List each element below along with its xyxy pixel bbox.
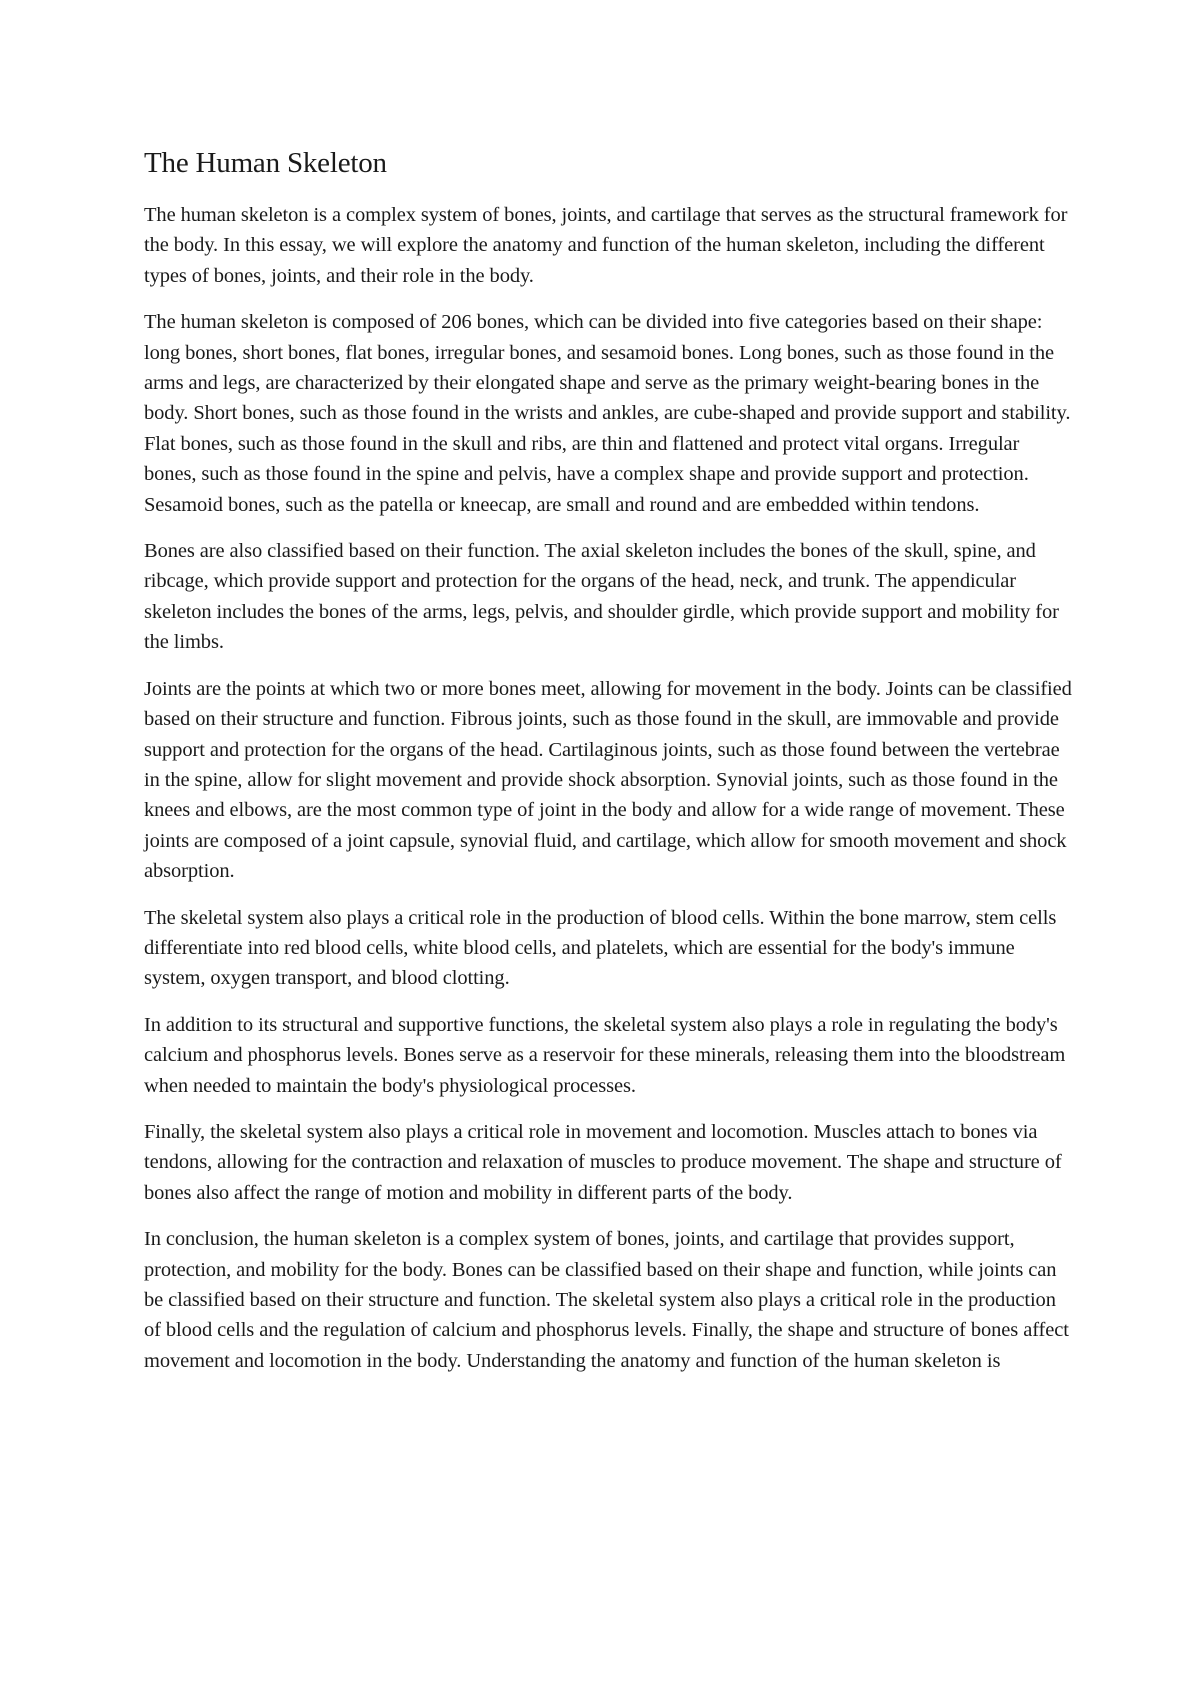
paragraph-blood-cells: The skeletal system also plays a critical role in the production of blood cells. Within the bone marrow, stem cells differentiate into red blood cells, white blood cells, and platelets, which are essential for the body's immune system, oxygen transport, and blood clotting. bbox=[144, 906, 1057, 990]
paragraph-bone-shapes: The human skeleton is composed of 206 bones, which can be divided into five categories based on their shape: long bones, short bones, flat bones, irregular bones, and sesamoid bones. Long bones, such as those found in the arms and legs, are characterized by their elongated shape and serve as the primary weight-bearing bones in the body. Short bones, such as those found in the wrists and ankles, are cube-shaped and provide support and stability. Flat bones, such as those found in the skull and ribs, are thin and flattened and protect vital organs. Irregular bones, such as those found in the spine and pelvis, have a complex shape and provide support and protection. Sesamoid bones, such as the patella or kneecap, are small and round and are embedded within tendons. bbox=[144, 311, 1071, 516]
paragraph-joints: Joints are the points at which two or more bones meet, allowing for movement in the body. Joints can be classified based on their structure and function. Fibrous joints, such as those found in the skull, are immovable and provide support and protection for the organs of the head. Cartilaginous joints, such as those found between the vertebrae in the spine, allow for slight movement and provide shock absorption. Synovial joints, such as those found in the knees and elbows, are the most common type of joint in the body and allow for a wide range of movement. These joints are composed of a joint capsule, synovial fluid, and cartilage, which allow for smooth movement and shock absorption. bbox=[144, 677, 1072, 883]
paragraph-minerals: In addition to its structural and supportive functions, the skeletal system also plays a role in regulating the body's calcium and phosphorus levels. Bones serve as a reservoir for these minerals, releasing them into the bloodstream when needed to maintain the body's physiological processes. bbox=[144, 1013, 1066, 1097]
paragraph-movement: Finally, the skeletal system also plays a critical role in movement and locomotion. Muscles attach to bones via tendons, allowing for the contraction and relaxation of muscles to produce movement. The shape and structure of bones also affect the range of motion and mobility in different parts of the body. bbox=[144, 1120, 1062, 1204]
paragraph-introduction: The human skeleton is a complex system of bones, joints, and cartilage that serves as the structural framework for the body. In this essay, we will explore the anatomy and function of the human skeleton, including the different types of bones, joints, and their role in the body. bbox=[144, 204, 1068, 287]
document-page bbox=[144, 140, 1074, 1392]
paragraph-conclusion: In conclusion, the human skeleton is a complex system of bones, joints, and cartilage that provides support, protection, and mobility for the body. Bones can be classified based on their shape and function, while joints can be classified based on their structure and function. The skeletal system also plays a critical role in the production of blood cells and the regulation of calcium and phosphorus levels. Finally, the shape and structure of bones affect movement and locomotion in the body. Understanding the anatomy and function of the human skeleton is bbox=[144, 1228, 1069, 1372]
paragraph-bone-function: Bones are also classified based on their function. The axial skeleton includes the bones of the skull, spine, and ribcage, which provide support and protection for the organs of the head, neck, and trunk. The appendicular skeleton includes the bones of the arms, legs, pelvis, and shoulder girdle, which provide support and mobility for the limbs. bbox=[144, 540, 1059, 654]
page-title: The Human Skeleton bbox=[144, 147, 387, 179]
